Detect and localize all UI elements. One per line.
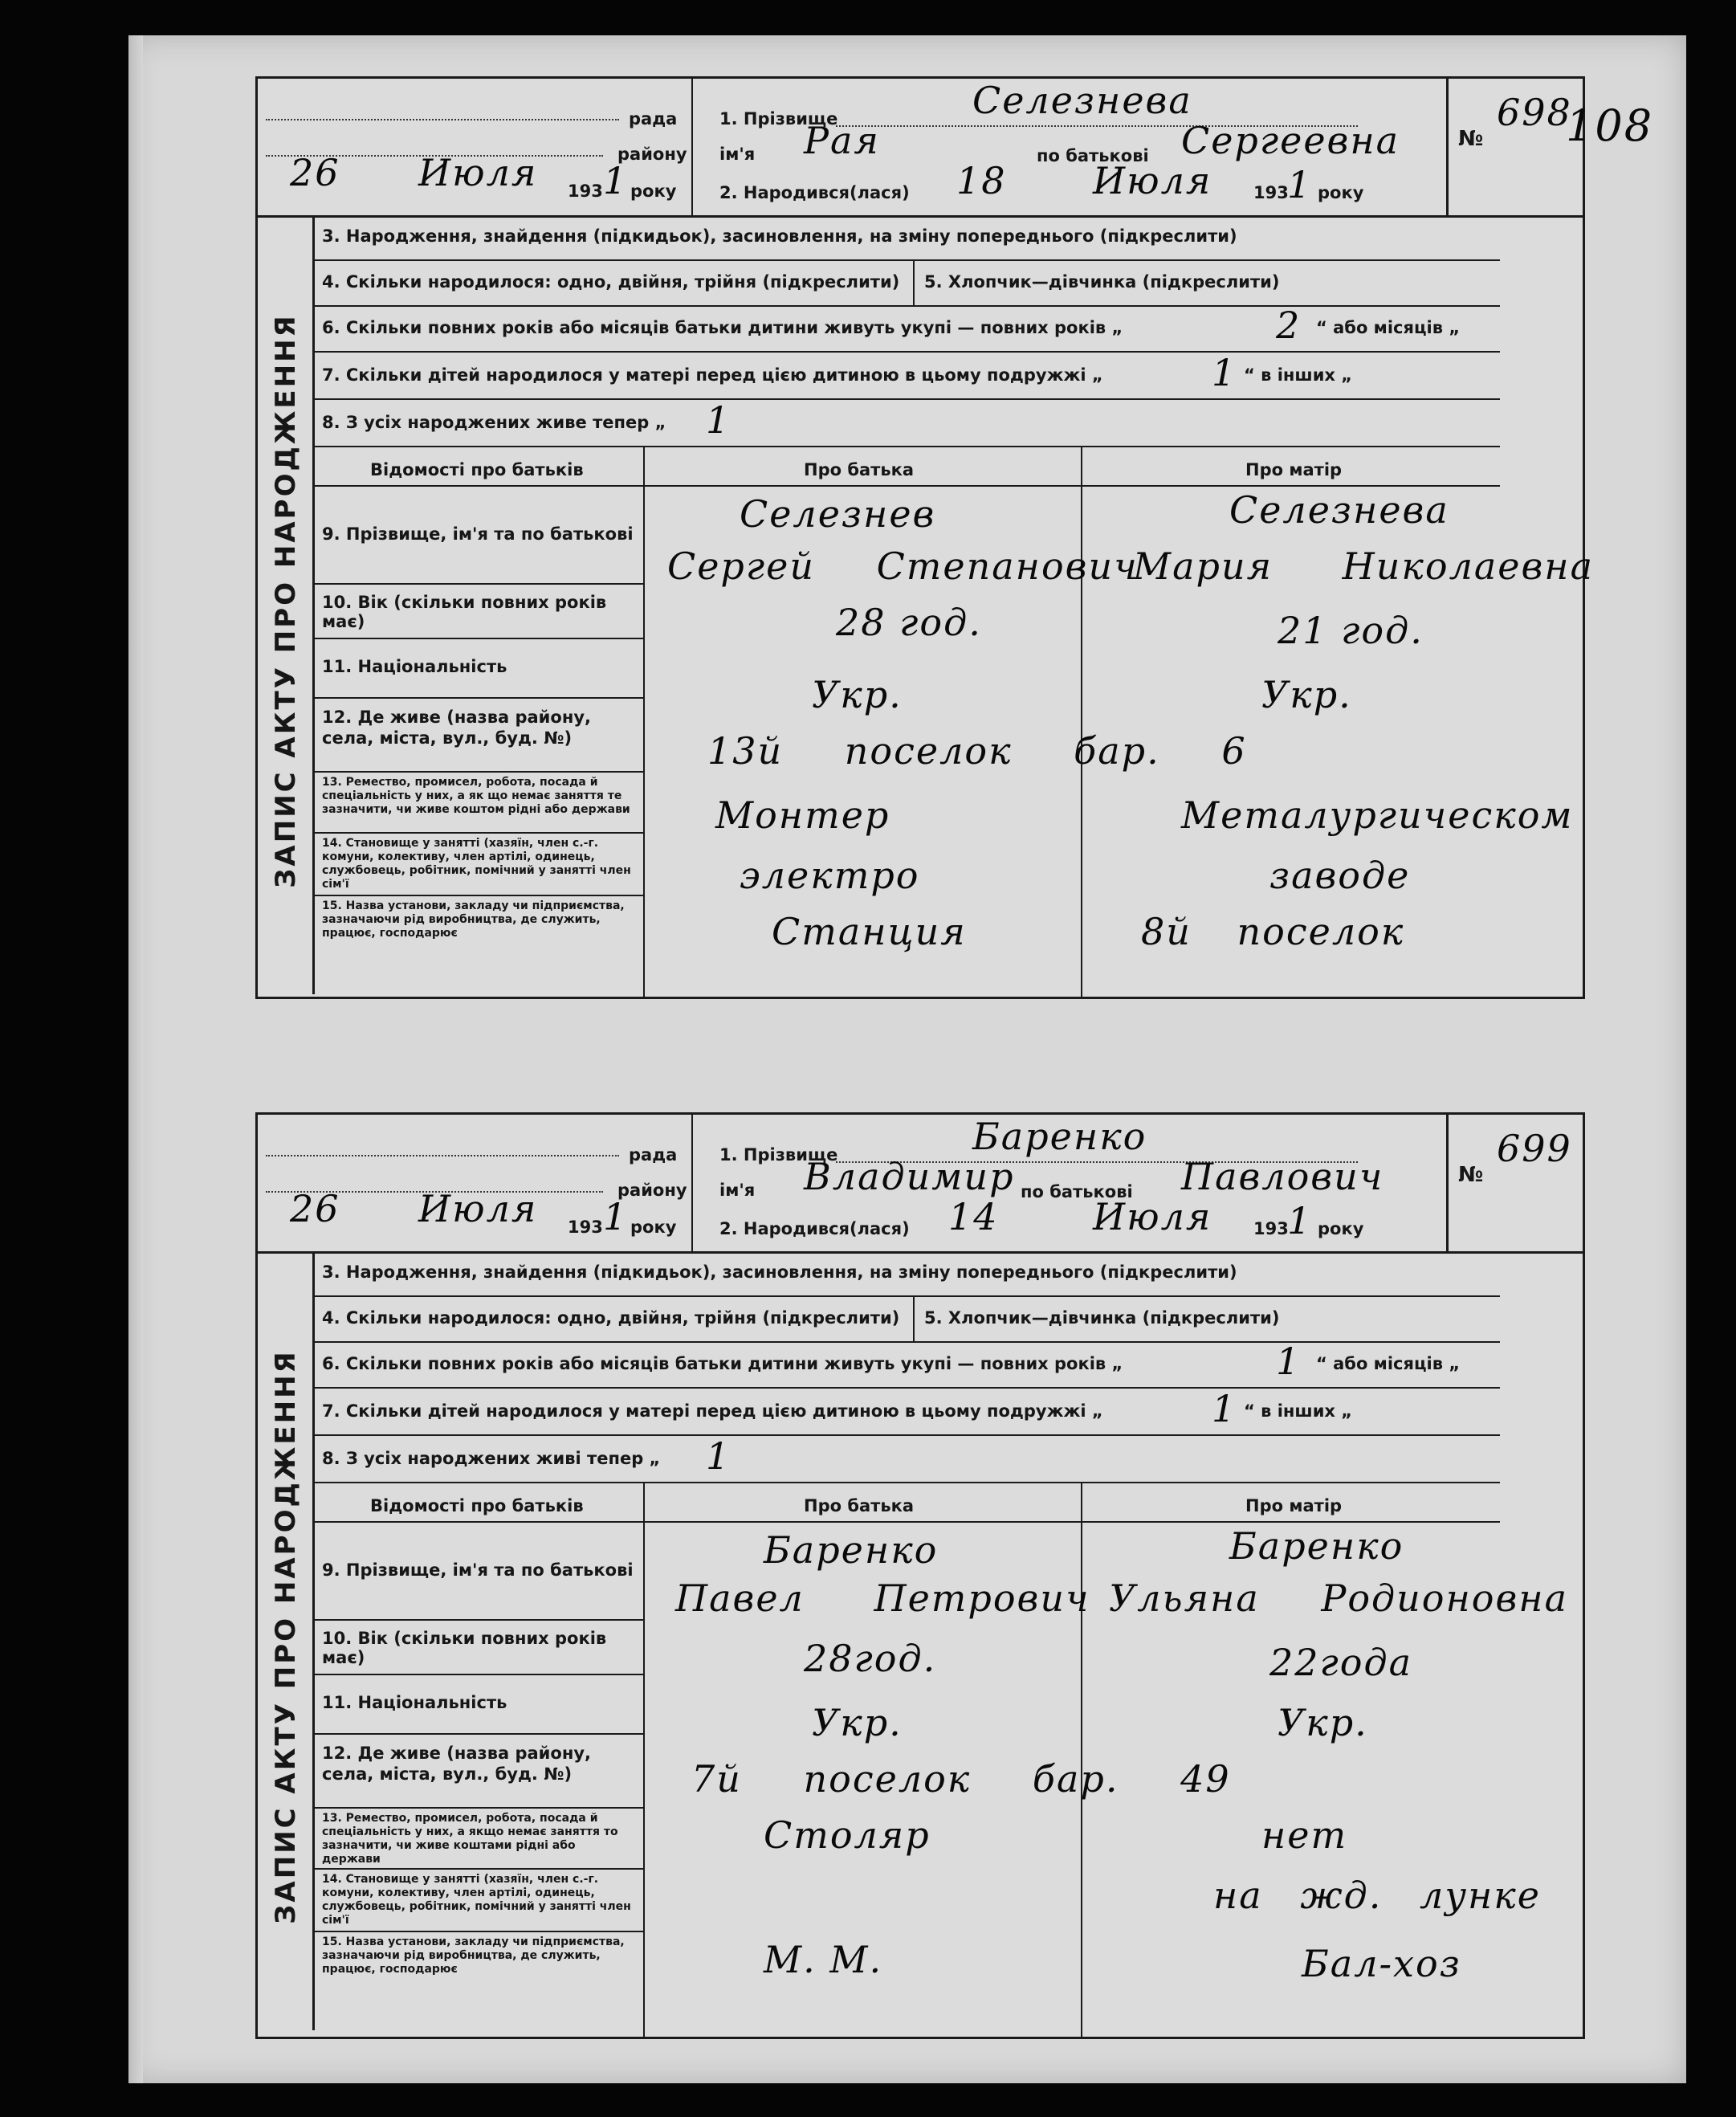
q8-row xyxy=(312,1436,1500,1483)
q6-tail: “ або місяців „ xyxy=(1316,318,1461,337)
mother-occupation: нет xyxy=(1261,1813,1348,1857)
q9-label: 9. Прізвище, ім'я та по батькові xyxy=(322,1560,634,1580)
record-month: Июля xyxy=(418,151,538,194)
record-month: Июля xyxy=(418,1187,538,1230)
mother-header: Про матір xyxy=(1245,460,1343,479)
father-surname: Баренко xyxy=(764,1528,939,1572)
record-number: 698 xyxy=(1497,91,1572,134)
mother-occupation: Металургическом xyxy=(1181,793,1574,837)
mother-header: Про матір xyxy=(1245,1496,1343,1515)
q10-label: 10. Вік (скільки повних років має) xyxy=(322,1629,607,1667)
father-occupation-3: М. М. xyxy=(764,1938,883,1981)
number-label: № xyxy=(1458,1163,1484,1187)
child-patronymic: Сергеевна xyxy=(1181,119,1400,162)
q12-label: 12. Де живе (назва району, села, міста, вул., буд. №) xyxy=(322,1744,591,1784)
q11-label: 11. Національність xyxy=(322,657,507,676)
q6-row xyxy=(312,1340,1500,1389)
q6-text: 6. Скільки повних років або місяців батьки дитини живуть укупі — повних років „ xyxy=(322,1354,1123,1373)
mother-age: 21 год. xyxy=(1278,609,1424,652)
patronymic-label: по батькові xyxy=(1021,1182,1133,1201)
father-occupation: Столяр xyxy=(764,1813,931,1857)
birth-record-699 xyxy=(255,1112,1585,2039)
q8-text: 8. З усіх народжених живі тепер „ xyxy=(322,1449,661,1468)
birth-year-prefix: 193 xyxy=(1253,183,1289,202)
q8-row xyxy=(312,400,1500,447)
father-occupation-3: Станция xyxy=(772,910,967,953)
record-day: 26 xyxy=(290,1187,340,1230)
rada-label: рада xyxy=(629,109,678,128)
q15-label: 15. Назва установи, закладу чи підприємства, зазначаючи рід виробництва, де служить, працює, господарює xyxy=(322,1935,625,1976)
q3-text: 3. Народження, знайдення (підкидьок), засиновлення, на зміну попереднього (підкреслити) xyxy=(322,226,1237,246)
record-header xyxy=(258,79,1583,218)
birth-month: Июля xyxy=(1093,1195,1212,1238)
rayon-label: району xyxy=(617,145,687,164)
q7-tail: “ в інших „ xyxy=(1244,365,1353,385)
father-header: Про батька xyxy=(804,1496,915,1515)
side-title: ЗАПИС АКТУ ПРО НАРОДЖЕННЯ xyxy=(270,1349,302,1924)
q4-q5-row xyxy=(312,261,1500,307)
side-title-column xyxy=(258,215,315,994)
mother-name: Мария Николаевна xyxy=(1133,545,1595,588)
mother-occupation-3: Бал-хоз xyxy=(1302,1942,1461,1985)
q7-value: 1 xyxy=(1212,1387,1237,1430)
surname-label: 1. Прізвище xyxy=(719,1145,838,1165)
mother-nationality: Укр. xyxy=(1278,1701,1368,1744)
q3-text: 3. Народження, знайдення (підкидьок), засиновлення, на зміну попереднього (підкреслити) xyxy=(322,1262,1237,1282)
record-year-prefix: 193 xyxy=(568,1218,603,1237)
child-patronymic: Павлович xyxy=(1181,1155,1384,1198)
mother-name: Ульяна Родионовна xyxy=(1109,1577,1568,1620)
record-day: 26 xyxy=(290,151,340,194)
q14-label: 14. Становище у занятті (хазяїн, член с.-г. комуни, колективу, член артілі, одинець, службовець, робітник, помічний у занятті член сім'ї xyxy=(322,1873,631,1927)
q10-label: 10. Вік (скільки повних років має) xyxy=(322,593,607,631)
q7-text: 7. Скільки дітей народилося у матері перед цією дитиною в цьому подружжі „ xyxy=(322,365,1103,385)
name-label: ім'я xyxy=(719,145,756,164)
q8-value: 1 xyxy=(706,1434,731,1478)
father-header: Про батька xyxy=(804,460,915,479)
surname-label: 1. Прізвище xyxy=(719,109,838,128)
birth-roku-label: року xyxy=(1318,1219,1364,1238)
mother-occupation-2: заводе xyxy=(1269,854,1411,897)
mother-surname: Селезнева xyxy=(1229,488,1449,532)
q13-label: 13. Ремество, промисел, робота, посада й спеціальність у них, а як що немає заняття те зазначити, чи живе коштом рідні або держави xyxy=(322,776,630,816)
father-surname: Селезнев xyxy=(740,492,936,536)
q9-label: 9. Прізвище, ім'я та по батькові xyxy=(322,524,634,544)
mother-occupation-2: на жд. лунке xyxy=(1213,1874,1541,1917)
q6-tail: “ або місяців „ xyxy=(1316,1354,1461,1373)
birth-year-digit: 1 xyxy=(1287,163,1313,206)
name-label: ім'я xyxy=(719,1181,756,1200)
birth-year-digit: 1 xyxy=(1287,1199,1313,1242)
parents-header: Відомості про батьків xyxy=(370,1496,584,1515)
q7-text: 7. Скільки дітей народилося у матері перед цією дитиною в цьому подружжі „ xyxy=(322,1401,1103,1421)
q11-label: 11. Національність xyxy=(322,1693,507,1712)
record-header xyxy=(258,1115,1583,1254)
record-number: 699 xyxy=(1497,1127,1572,1170)
mother-occupation-3: 8й поселок xyxy=(1141,910,1405,953)
q4-text: 4. Скільки народилося: одно, двійня, трійня (підкреслити) xyxy=(322,272,900,292)
number-label: № xyxy=(1458,127,1484,151)
father-nationality: Укр. xyxy=(812,673,903,716)
father-age: 28год. xyxy=(804,1637,937,1680)
birth-label: 2. Народився(лася) xyxy=(719,183,910,202)
page-edge xyxy=(128,35,143,2083)
q8-value: 1 xyxy=(706,398,731,442)
record-year-digit: 1 xyxy=(603,1195,629,1238)
q7-row xyxy=(312,353,1500,400)
birth-record-698 xyxy=(255,76,1595,999)
q7-value: 1 xyxy=(1212,351,1237,394)
q3-row xyxy=(312,215,1500,261)
birth-day: 18 xyxy=(956,159,1007,202)
father-occupation-2: электро xyxy=(740,854,920,897)
parents-header: Відомості про батьків xyxy=(370,460,584,479)
q6-value: 1 xyxy=(1276,1340,1302,1383)
patronymic-label: по батькові xyxy=(1037,146,1149,165)
q15-label: 15. Назва установи, закладу чи підприємства, зазначаючи рід виробництва, де служить, працює, господарює xyxy=(322,899,625,940)
registry-date-block xyxy=(258,1115,693,1251)
record-number-block xyxy=(1446,1115,1585,1251)
side-title-column xyxy=(258,1251,315,2030)
father-nationality: Укр. xyxy=(812,1701,903,1744)
address: 7й поселок бар. 49 xyxy=(691,1757,1231,1801)
roku-label: року xyxy=(630,1218,677,1237)
rada-label: рада xyxy=(629,1145,678,1165)
record-number-block xyxy=(1446,79,1585,215)
q6-row xyxy=(312,304,1500,353)
q3-row xyxy=(312,1251,1500,1297)
q5-text: 5. Хлопчик—дівчинка (підкреслити) xyxy=(924,272,1280,292)
birth-day: 14 xyxy=(948,1195,999,1238)
registry-date-block xyxy=(258,79,693,215)
q7-tail: “ в інших „ xyxy=(1244,1401,1353,1421)
side-title: ЗАПИС АКТУ ПРО НАРОДЖЕННЯ xyxy=(270,313,302,888)
birth-label: 2. Народився(лася) xyxy=(719,1219,910,1238)
child-name: Рая xyxy=(804,119,880,162)
child-surname: Баренко xyxy=(972,1115,1147,1158)
mother-age: 22года xyxy=(1269,1641,1413,1684)
child-name-block xyxy=(691,79,1400,215)
record-year-prefix: 193 xyxy=(568,182,603,201)
q5-text: 5. Хлопчик—дівчинка (підкреслити) xyxy=(924,1308,1280,1328)
birth-year-prefix: 193 xyxy=(1253,1219,1289,1238)
birth-roku-label: року xyxy=(1318,183,1364,202)
q7-row xyxy=(312,1389,1500,1436)
address: 13й поселок бар. 6 xyxy=(707,729,1247,773)
mother-surname: Баренко xyxy=(1229,1524,1404,1568)
birth-month: Июля xyxy=(1093,159,1212,202)
father-age: 28 год. xyxy=(836,601,982,644)
mother-nationality: Укр. xyxy=(1261,673,1352,716)
margin-annotation: 108 xyxy=(1566,100,1654,151)
q6-value: 2 xyxy=(1276,304,1302,347)
q8-text: 8. З усіх народжених живе тепер „ xyxy=(322,413,666,432)
father-name: Павел Петрович xyxy=(675,1577,1090,1620)
q12-label: 12. Де живе (назва району, села, міста, вул., буд. №) xyxy=(322,708,591,748)
father-occupation: Монтер xyxy=(715,793,890,837)
roku-label: року xyxy=(630,182,677,201)
q4-text: 4. Скільки народилося: одно, двійня, трійня (підкреслити) xyxy=(322,1308,900,1328)
child-surname: Селезнева xyxy=(972,79,1192,122)
child-name: Владимир xyxy=(804,1155,1015,1198)
q13-label: 13. Ремество, промисел, робота, посада й спеціальність у них, а якщо немає заняття то зазначити, чи живе коштами рідні або держави xyxy=(322,1812,618,1866)
father-name: Сергей Степанович xyxy=(667,545,1139,588)
q14-label: 14. Становище у занятті (хазяїн, член с.-г. комуни, колективу, член артілі, одинець, службовець, робітник, помічний у занятті член сім'ї xyxy=(322,837,631,891)
q4-q5-row xyxy=(312,1297,1500,1343)
q6-text: 6. Скільки повних років або місяців батьки дитини живуть укупі — повних років „ xyxy=(322,318,1123,337)
child-name-block xyxy=(691,1115,1384,1251)
record-year-digit: 1 xyxy=(603,159,629,202)
rayon-label: району xyxy=(617,1181,687,1200)
